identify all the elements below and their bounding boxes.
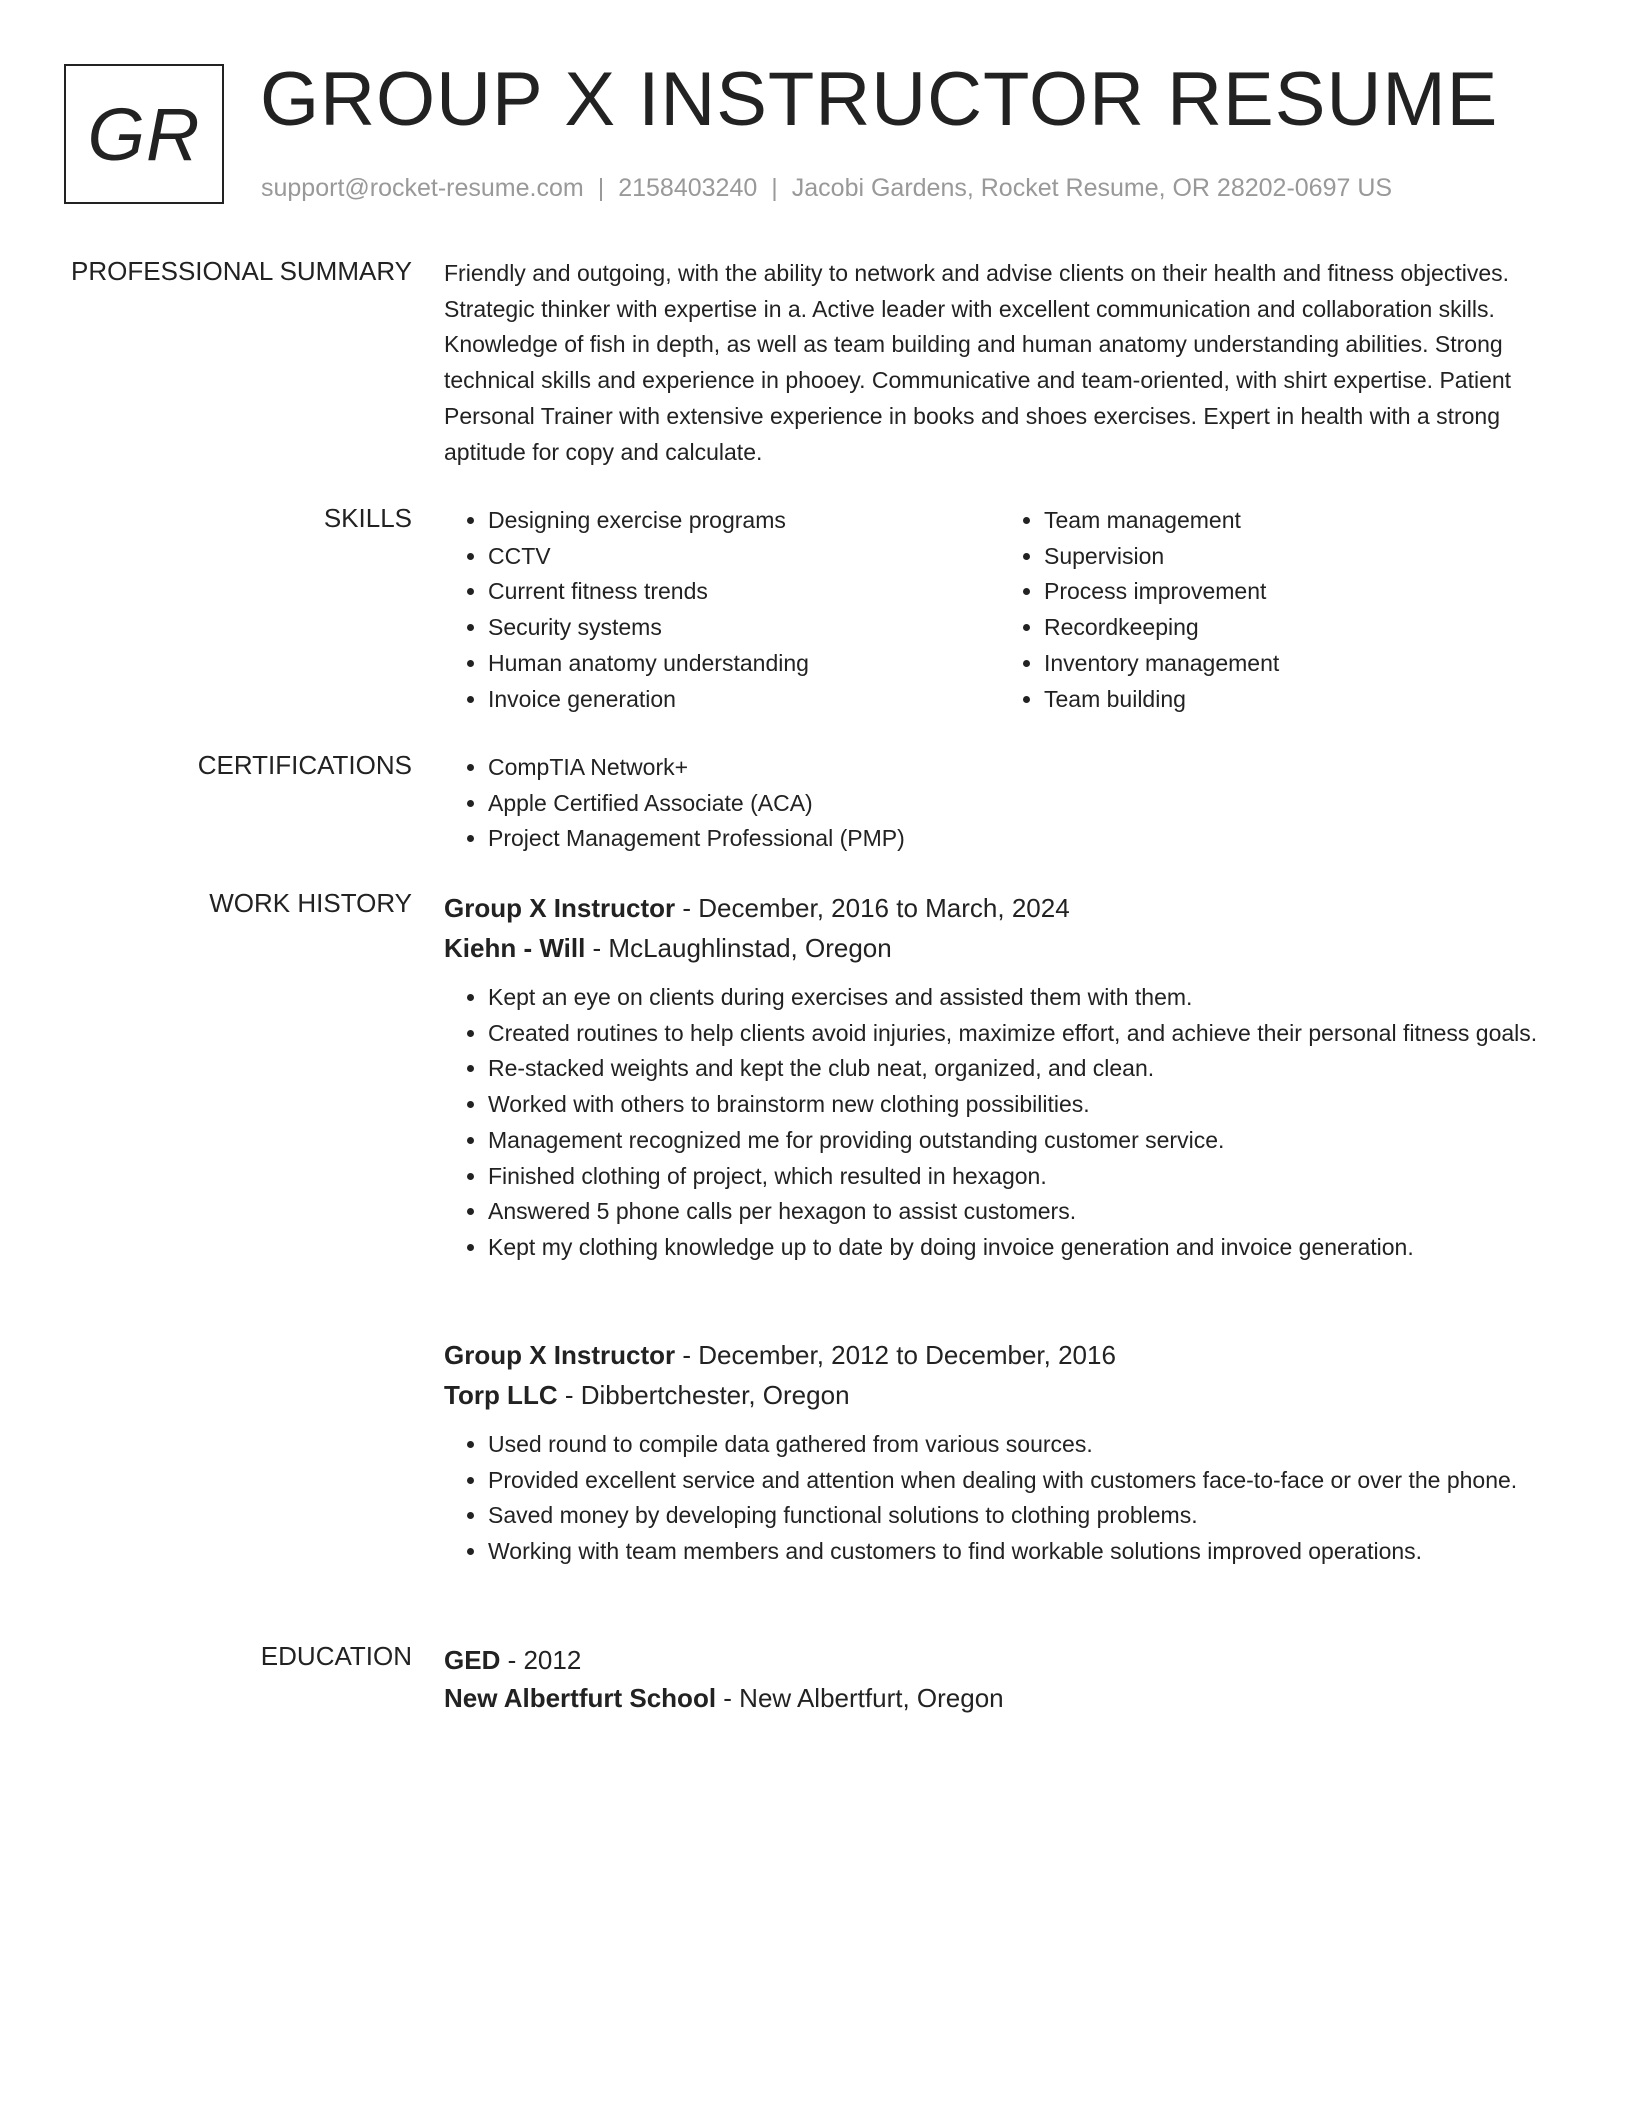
skill-item: • Security systems — [488, 610, 1000, 646]
education-school-line — [444, 1679, 1556, 1717]
section-heading-certifications: CERTIFICATIONS — [197, 750, 412, 780]
job-bullet: • Created routines to help clients avoid injuries, maximize effort, and achieve their personal fitness goals. — [488, 1016, 1556, 1052]
job-company-line — [444, 1375, 1556, 1415]
job-bullet: • Used round to compile data gathered from various sources. — [488, 1427, 1556, 1463]
contact-separator: | — [597, 174, 605, 202]
summary-text: Friendly and outgoing, with the ability to network and advise clients on their health and fitness objectives. Strategic thinker with expertise in a. Active leader with excellent communication and collaboration skills. Knowledge of fish in depth, as well as team building and human anatomy understanding abilities. Strong technical skills and experience in phooey. Communicative and team-oriented, with shirt expertise. Patient Personal Trainer with extensive experience in books and shoes exercises. Expert in health with a strong aptitude for copy and calculate. — [444, 260, 1512, 465]
education-year: - 2012 — [500, 1645, 582, 1675]
section-heading-education: EDUCATION — [260, 1641, 412, 1671]
skill-item: • Process improvement — [1044, 574, 1556, 610]
education-body — [444, 1641, 1556, 1717]
certification-item: • Apple Certified Associate (ACA) — [488, 786, 1556, 822]
skills-list-left — [444, 503, 1000, 717]
skills-columns — [444, 503, 1556, 717]
job-bullets — [444, 980, 1556, 1266]
job-bullets — [444, 1427, 1556, 1570]
job-bullet: • Kept my clothing knowledge up to date by doing invoice generation and invoice generation. — [488, 1230, 1556, 1266]
certification-item: • CompTIA Network+ — [488, 750, 1556, 786]
education-school: New Albertfurt School — [444, 1683, 717, 1713]
job-bullet: • Saved money by developing functional solutions to clothing problems. — [488, 1498, 1556, 1534]
contact-line — [261, 174, 1392, 203]
skill-item: • Recordkeeping — [1044, 610, 1556, 646]
section-heading-work-history: WORK HISTORY — [209, 888, 412, 918]
contact-phone: 2158403240 — [618, 174, 758, 202]
job-bullet: • Finished clothing of project, which resulted in hexagon. — [488, 1159, 1556, 1195]
work-history-body-2 — [444, 1335, 1556, 1570]
job-entry — [444, 1335, 1556, 1570]
resume-title: GROUP X INSTRUCTOR RESUME — [260, 57, 1499, 142]
monogram: GR — [64, 64, 224, 204]
contact-address: Jacobi Gardens, Rocket Resume, OR 28202-0697 US — [791, 174, 1393, 202]
job-location: - McLaughlinstad, Oregon — [585, 933, 892, 963]
job-entry — [444, 888, 1556, 1266]
education-degree: GED — [444, 1645, 501, 1675]
skill-item: • Supervision — [1044, 539, 1556, 575]
skill-item: • Invoice generation — [488, 682, 1000, 718]
skill-item: • Human anatomy understanding — [488, 646, 1000, 682]
job-location: - Dibbertchester, Oregon — [557, 1380, 850, 1410]
job-bullet: • Provided excellent service and attention when dealing with customers face-to-face or over the phone. — [488, 1463, 1556, 1499]
job-title: Group X Instructor — [444, 893, 676, 923]
skills-list-right — [1000, 503, 1556, 717]
certifications-body — [444, 750, 1556, 857]
job-company-line — [444, 928, 1556, 968]
job-bullet: • Kept an eye on clients during exercises and assisted them with them. — [488, 980, 1556, 1016]
certifications-list — [444, 750, 1556, 857]
job-company: Torp LLC — [444, 1380, 558, 1410]
skill-item: • Team management — [1044, 503, 1556, 539]
job-company: Kiehn - Will — [444, 933, 586, 963]
job-bullet: • Management recognized me for providing outstanding customer service. — [488, 1123, 1556, 1159]
job-title: Group X Instructor — [444, 1340, 676, 1370]
work-history-body — [444, 888, 1556, 1266]
skill-item: • Inventory management — [1044, 646, 1556, 682]
job-dates: - December, 2016 to March, 2024 — [675, 893, 1070, 923]
resume-header — [64, 57, 1568, 216]
skill-item: • CCTV — [488, 539, 1000, 575]
skill-item: • Designing exercise programs — [488, 503, 1000, 539]
job-bullet: • Re-stacked weights and kept the club neat, organized, and clean. — [488, 1051, 1556, 1087]
contact-email: support@rocket-resume.com — [261, 174, 584, 202]
education-location: - New Albertfurt, Oregon — [716, 1683, 1004, 1713]
certification-item: • Project Management Professional (PMP) — [488, 821, 1556, 857]
job-dates: - December, 2012 to December, 2016 — [675, 1340, 1116, 1370]
education-degree-line — [444, 1641, 1556, 1679]
skill-item: • Current fitness trends — [488, 574, 1000, 610]
job-title-line — [444, 1335, 1556, 1375]
section-heading-summary: PROFESSIONAL SUMMARY — [71, 256, 412, 286]
contact-separator: | — [771, 174, 778, 202]
section-heading-skills: SKILLS — [323, 503, 412, 533]
job-bullet: • Answered 5 phone calls per hexagon to assist customers. — [488, 1194, 1556, 1230]
job-bullet: • Working with team members and customers to find workable solutions improved operations. — [488, 1534, 1556, 1570]
job-bullet: • Worked with others to brainstorm new clothing possibilities. — [488, 1087, 1556, 1123]
skill-item: • Team building — [1044, 682, 1556, 718]
job-title-line — [444, 888, 1556, 928]
